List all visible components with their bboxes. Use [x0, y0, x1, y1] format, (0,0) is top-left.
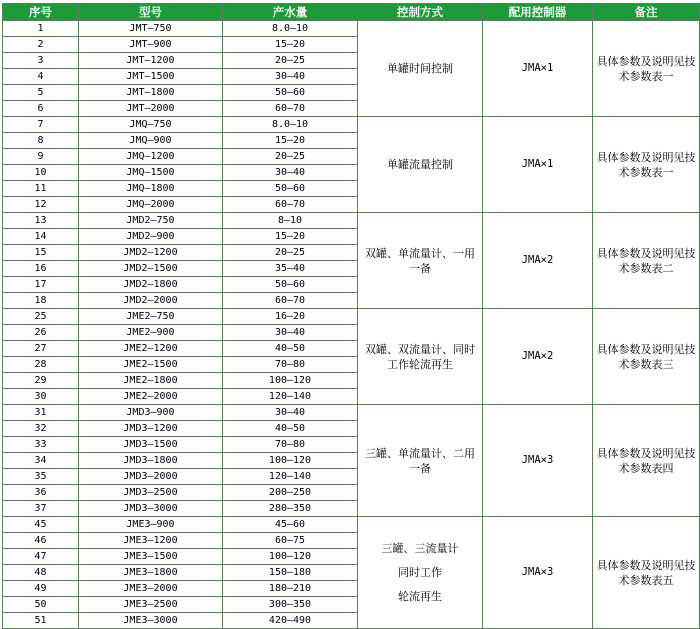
cell-water-output: 16—20 [223, 309, 357, 324]
cell-model: JMD2—2000 [79, 293, 222, 308]
cell-model: JMT—900 [79, 37, 222, 52]
cell-serial-no: 5 [3, 85, 78, 100]
cell-water-output: 8—10 [223, 213, 357, 228]
cell-serial-no: 28 [3, 357, 78, 372]
cell-model: JMT—2000 [79, 101, 222, 116]
remark-line: 具体参数及说明见技 [596, 246, 696, 260]
cell-control-mode [358, 517, 482, 628]
remark-line: 具体参数及说明见技 [596, 446, 696, 460]
cell-model: JME2—900 [79, 325, 222, 340]
remark-line: 具体参数及说明见技 [596, 150, 696, 164]
cell-serial-no: 49 [3, 581, 78, 596]
cell-model: JMT—750 [79, 21, 222, 36]
cell-water-output: 70—80 [223, 357, 357, 372]
table-row [3, 213, 699, 228]
table-row [3, 309, 699, 324]
cell-controller: JMA×1 [483, 117, 592, 212]
cell-serial-no: 45 [3, 517, 78, 532]
remark-line: 具体参数及说明见技 [596, 342, 696, 356]
control-mode-line: 双罐、双流量计、同时 [365, 342, 475, 356]
cell-serial-no: 48 [3, 565, 78, 580]
cell-remark [593, 21, 699, 116]
cell-serial-no: 15 [3, 245, 78, 260]
cell-serial-no: 17 [3, 277, 78, 292]
cell-model: JMD2—900 [79, 229, 222, 244]
cell-serial-no: 8 [3, 133, 78, 148]
header-serial-no: 序号 [3, 4, 78, 20]
table-row [3, 117, 699, 132]
control-mode-line: 单罐时间控制 [387, 62, 453, 75]
control-mode-line: 双罐、单流量计、一用 [365, 246, 475, 260]
cell-water-output: 60—70 [223, 101, 357, 116]
table-header-row [3, 4, 699, 20]
table-row [3, 21, 699, 36]
cell-water-output: 20—25 [223, 53, 357, 68]
cell-serial-no: 12 [3, 197, 78, 212]
cell-remark [593, 117, 699, 212]
header-remark: 备注 [593, 4, 699, 20]
cell-water-output: 120—140 [223, 389, 357, 404]
control-mode-line: 轮流再生 [398, 590, 442, 603]
cell-controller: JMA×2 [483, 213, 592, 308]
cell-model: JMD3—2500 [79, 485, 222, 500]
cell-water-output: 120—140 [223, 469, 357, 484]
cell-serial-no: 51 [3, 613, 78, 628]
cell-model: JMQ—2000 [79, 197, 222, 212]
cell-model: JMT—1500 [79, 69, 222, 84]
cell-serial-no: 3 [3, 53, 78, 68]
control-mode-line: 工作轮流再生 [387, 357, 453, 371]
cell-serial-no: 14 [3, 229, 78, 244]
control-mode-line: 三罐、三流量计 [381, 542, 459, 555]
cell-serial-no: 18 [3, 293, 78, 308]
cell-control-mode [358, 213, 482, 308]
cell-serial-no: 46 [3, 533, 78, 548]
cell-model: JME3—2000 [79, 581, 222, 596]
cell-serial-no: 50 [3, 597, 78, 612]
cell-model: JME3—2500 [79, 597, 222, 612]
table-body [3, 21, 699, 628]
cell-serial-no: 9 [3, 149, 78, 164]
line-gap [360, 556, 480, 565]
cell-serial-no: 27 [3, 341, 78, 356]
control-mode-line: 单罐流量控制 [387, 158, 453, 171]
cell-controller: JMA×1 [483, 21, 592, 116]
cell-water-output: 420—490 [223, 613, 357, 628]
remark-line: 术参数表五 [618, 573, 674, 587]
header-control-mode: 控制方式 [358, 4, 482, 20]
cell-serial-no: 33 [3, 437, 78, 452]
cell-water-output: 200—250 [223, 485, 357, 500]
cell-serial-no: 31 [3, 405, 78, 420]
header-controller: 配用控制器 [483, 4, 592, 20]
cell-water-output: 40—50 [223, 421, 357, 436]
cell-serial-no: 34 [3, 453, 78, 468]
cell-remark [593, 309, 699, 404]
control-mode-line: 一备 [409, 261, 431, 275]
cell-model: JMD3—1500 [79, 437, 222, 452]
cell-model: JME3—900 [79, 517, 222, 532]
cell-serial-no: 13 [3, 213, 78, 228]
cell-water-output: 60—75 [223, 533, 357, 548]
cell-serial-no: 7 [3, 117, 78, 132]
cell-model: JME3—1800 [79, 565, 222, 580]
cell-model: JMQ—750 [79, 117, 222, 132]
cell-serial-no: 29 [3, 373, 78, 388]
cell-serial-no: 25 [3, 309, 78, 324]
cell-serial-no: 26 [3, 325, 78, 340]
cell-model: JMD2—1800 [79, 277, 222, 292]
cell-model: JMD3—1800 [79, 453, 222, 468]
cell-water-output: 50—60 [223, 277, 357, 292]
cell-remark [593, 405, 699, 516]
cell-serial-no: 36 [3, 485, 78, 500]
cell-water-output: 15—20 [223, 229, 357, 244]
cell-water-output: 45—60 [223, 517, 357, 532]
cell-remark [593, 517, 699, 628]
cell-serial-no: 16 [3, 261, 78, 276]
cell-control-mode [358, 309, 482, 404]
cell-serial-no: 6 [3, 101, 78, 116]
cell-water-output: 100—120 [223, 549, 357, 564]
cell-model: JME3—1200 [79, 533, 222, 548]
cell-model: JMD2—1500 [79, 261, 222, 276]
cell-water-output: 20—25 [223, 149, 357, 164]
cell-water-output: 8.0—10 [223, 21, 357, 36]
cell-water-output: 40—50 [223, 341, 357, 356]
cell-model: JMD3—2000 [79, 469, 222, 484]
cell-control-mode [358, 21, 482, 116]
cell-water-output: 60—70 [223, 293, 357, 308]
cell-control-mode [358, 405, 482, 516]
cell-water-output: 60—70 [223, 197, 357, 212]
cell-water-output: 100—120 [223, 453, 357, 468]
cell-water-output: 100—120 [223, 373, 357, 388]
cell-water-output: 280—350 [223, 501, 357, 516]
cell-model: JMQ—1500 [79, 165, 222, 180]
cell-model: JMD3—3000 [79, 501, 222, 516]
cell-model: JMD3—1200 [79, 421, 222, 436]
remark-line: 术参数表四 [618, 461, 674, 475]
cell-water-output: 8.0—10 [223, 117, 357, 132]
cell-water-output: 150—180 [223, 565, 357, 580]
control-mode-line: 同时工作 [398, 566, 442, 579]
cell-serial-no: 4 [3, 69, 78, 84]
cell-water-output: 180—210 [223, 581, 357, 596]
cell-model: JME2—1200 [79, 341, 222, 356]
control-mode-line: 三罐、单流量计、二用 [365, 446, 475, 460]
remark-line: 术参数表一 [618, 165, 674, 179]
remark-line: 具体参数及说明见技 [596, 54, 696, 68]
cell-model: JMT—1800 [79, 85, 222, 100]
remark-line: 术参数表三 [618, 357, 674, 371]
cell-model: JME2—750 [79, 309, 222, 324]
cell-serial-no: 37 [3, 501, 78, 516]
cell-water-output: 15—20 [223, 37, 357, 52]
cell-control-mode [358, 117, 482, 212]
cell-serial-no: 30 [3, 389, 78, 404]
cell-water-output: 30—40 [223, 69, 357, 84]
cell-controller: JMA×3 [483, 405, 592, 516]
cell-serial-no: 32 [3, 421, 78, 436]
table-row [3, 517, 699, 532]
cell-model: JME2—1800 [79, 373, 222, 388]
header-water-output: 产水量 [223, 4, 357, 20]
cell-model: JME3—1500 [79, 549, 222, 564]
control-mode-line: 一备 [409, 461, 431, 475]
cell-model: JMD3—900 [79, 405, 222, 420]
cell-water-output: 20—25 [223, 245, 357, 260]
remark-line: 具体参数及说明见技 [596, 558, 696, 572]
remark-line: 术参数表一 [618, 69, 674, 83]
equipment-spec-table [2, 3, 700, 629]
line-gap [360, 580, 480, 589]
cell-remark [593, 213, 699, 308]
cell-controller: JMA×3 [483, 517, 592, 628]
cell-water-output: 50—60 [223, 181, 357, 196]
remark-line: 术参数表二 [618, 261, 674, 275]
cell-model: JMQ—900 [79, 133, 222, 148]
cell-model: JMQ—1800 [79, 181, 222, 196]
cell-serial-no: 1 [3, 21, 78, 36]
cell-water-output: 300—350 [223, 597, 357, 612]
cell-model: JME2—1500 [79, 357, 222, 372]
cell-water-output: 15—20 [223, 133, 357, 148]
cell-water-output: 50—60 [223, 85, 357, 100]
cell-serial-no: 2 [3, 37, 78, 52]
cell-model: JMD2—1200 [79, 245, 222, 260]
cell-model: JMQ—1200 [79, 149, 222, 164]
cell-water-output: 30—40 [223, 165, 357, 180]
table-row [3, 405, 699, 420]
cell-controller: JMA×2 [483, 309, 592, 404]
cell-water-output: 30—40 [223, 325, 357, 340]
cell-model: JMT—1200 [79, 53, 222, 68]
header-model: 型号 [79, 4, 222, 20]
cell-serial-no: 11 [3, 181, 78, 196]
cell-model: JME3—3000 [79, 613, 222, 628]
cell-serial-no: 47 [3, 549, 78, 564]
cell-serial-no: 35 [3, 469, 78, 484]
cell-water-output: 70—80 [223, 437, 357, 452]
cell-water-output: 35—40 [223, 261, 357, 276]
cell-water-output: 30—40 [223, 405, 357, 420]
cell-serial-no: 10 [3, 165, 78, 180]
cell-model: JME2—2000 [79, 389, 222, 404]
cell-model: JMD2—750 [79, 213, 222, 228]
